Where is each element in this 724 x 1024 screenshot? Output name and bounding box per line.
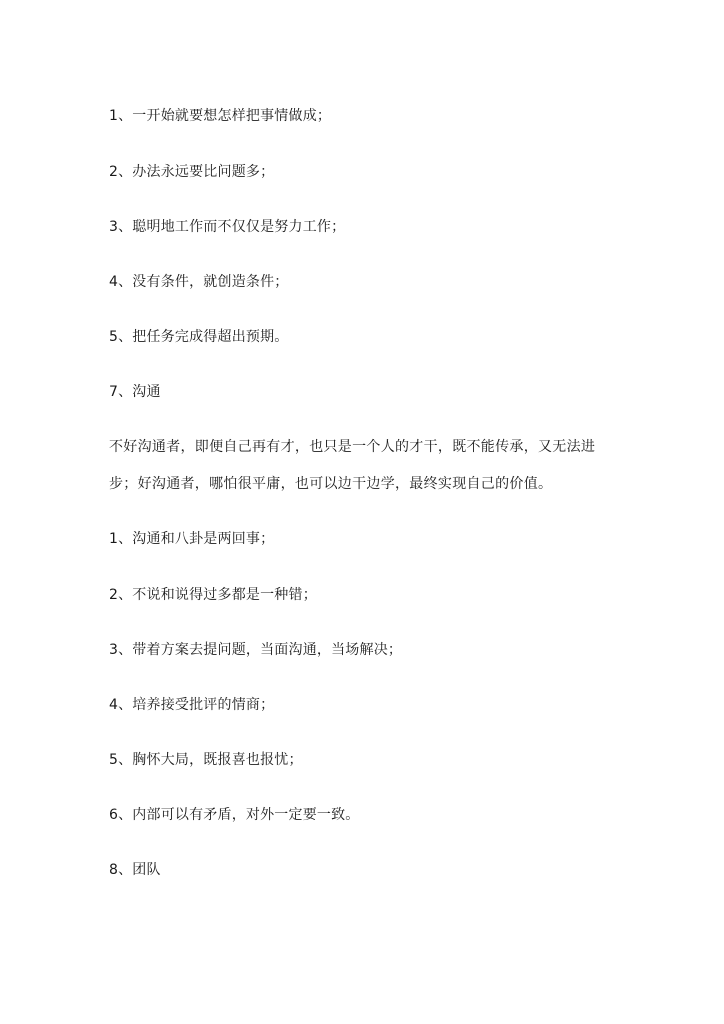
list-item: 1、沟通和八卦是两回事；	[109, 531, 275, 547]
list-item: 4、培养接受批评的情商；	[109, 697, 275, 713]
list-item: 5、胸怀大局，既报喜也报忧；	[109, 752, 303, 768]
list-item: 4、没有条件，就创造条件；	[109, 274, 289, 290]
list-item: 6、内部可以有矛盾，对外一定要一致。	[109, 807, 360, 823]
section-heading: 8、团队	[109, 862, 161, 878]
list-item: 3、聪明地工作而不仅仅是努力工作；	[109, 219, 346, 235]
list-item: 2、不说和说得过多都是一种错；	[109, 587, 317, 603]
list-item: 1、一开始就要想怎样把事情做成；	[109, 108, 332, 124]
list-item: 2、办法永远要比问题多；	[109, 164, 275, 180]
paragraph-line: 步；好沟通者，哪怕很平庸，也可以边干边学，最终实现自己的价值。	[109, 476, 553, 492]
list-item: 5、把任务完成得超出预期。	[109, 329, 289, 345]
paragraph-line: 不好沟通者，即便自己再有才，也只是一个人的才干，既不能传承，又无法进	[109, 439, 596, 455]
section-heading: 7、沟通	[109, 384, 161, 400]
list-item: 3、带着方案去提问题，当面沟通，当场解决；	[109, 642, 403, 658]
